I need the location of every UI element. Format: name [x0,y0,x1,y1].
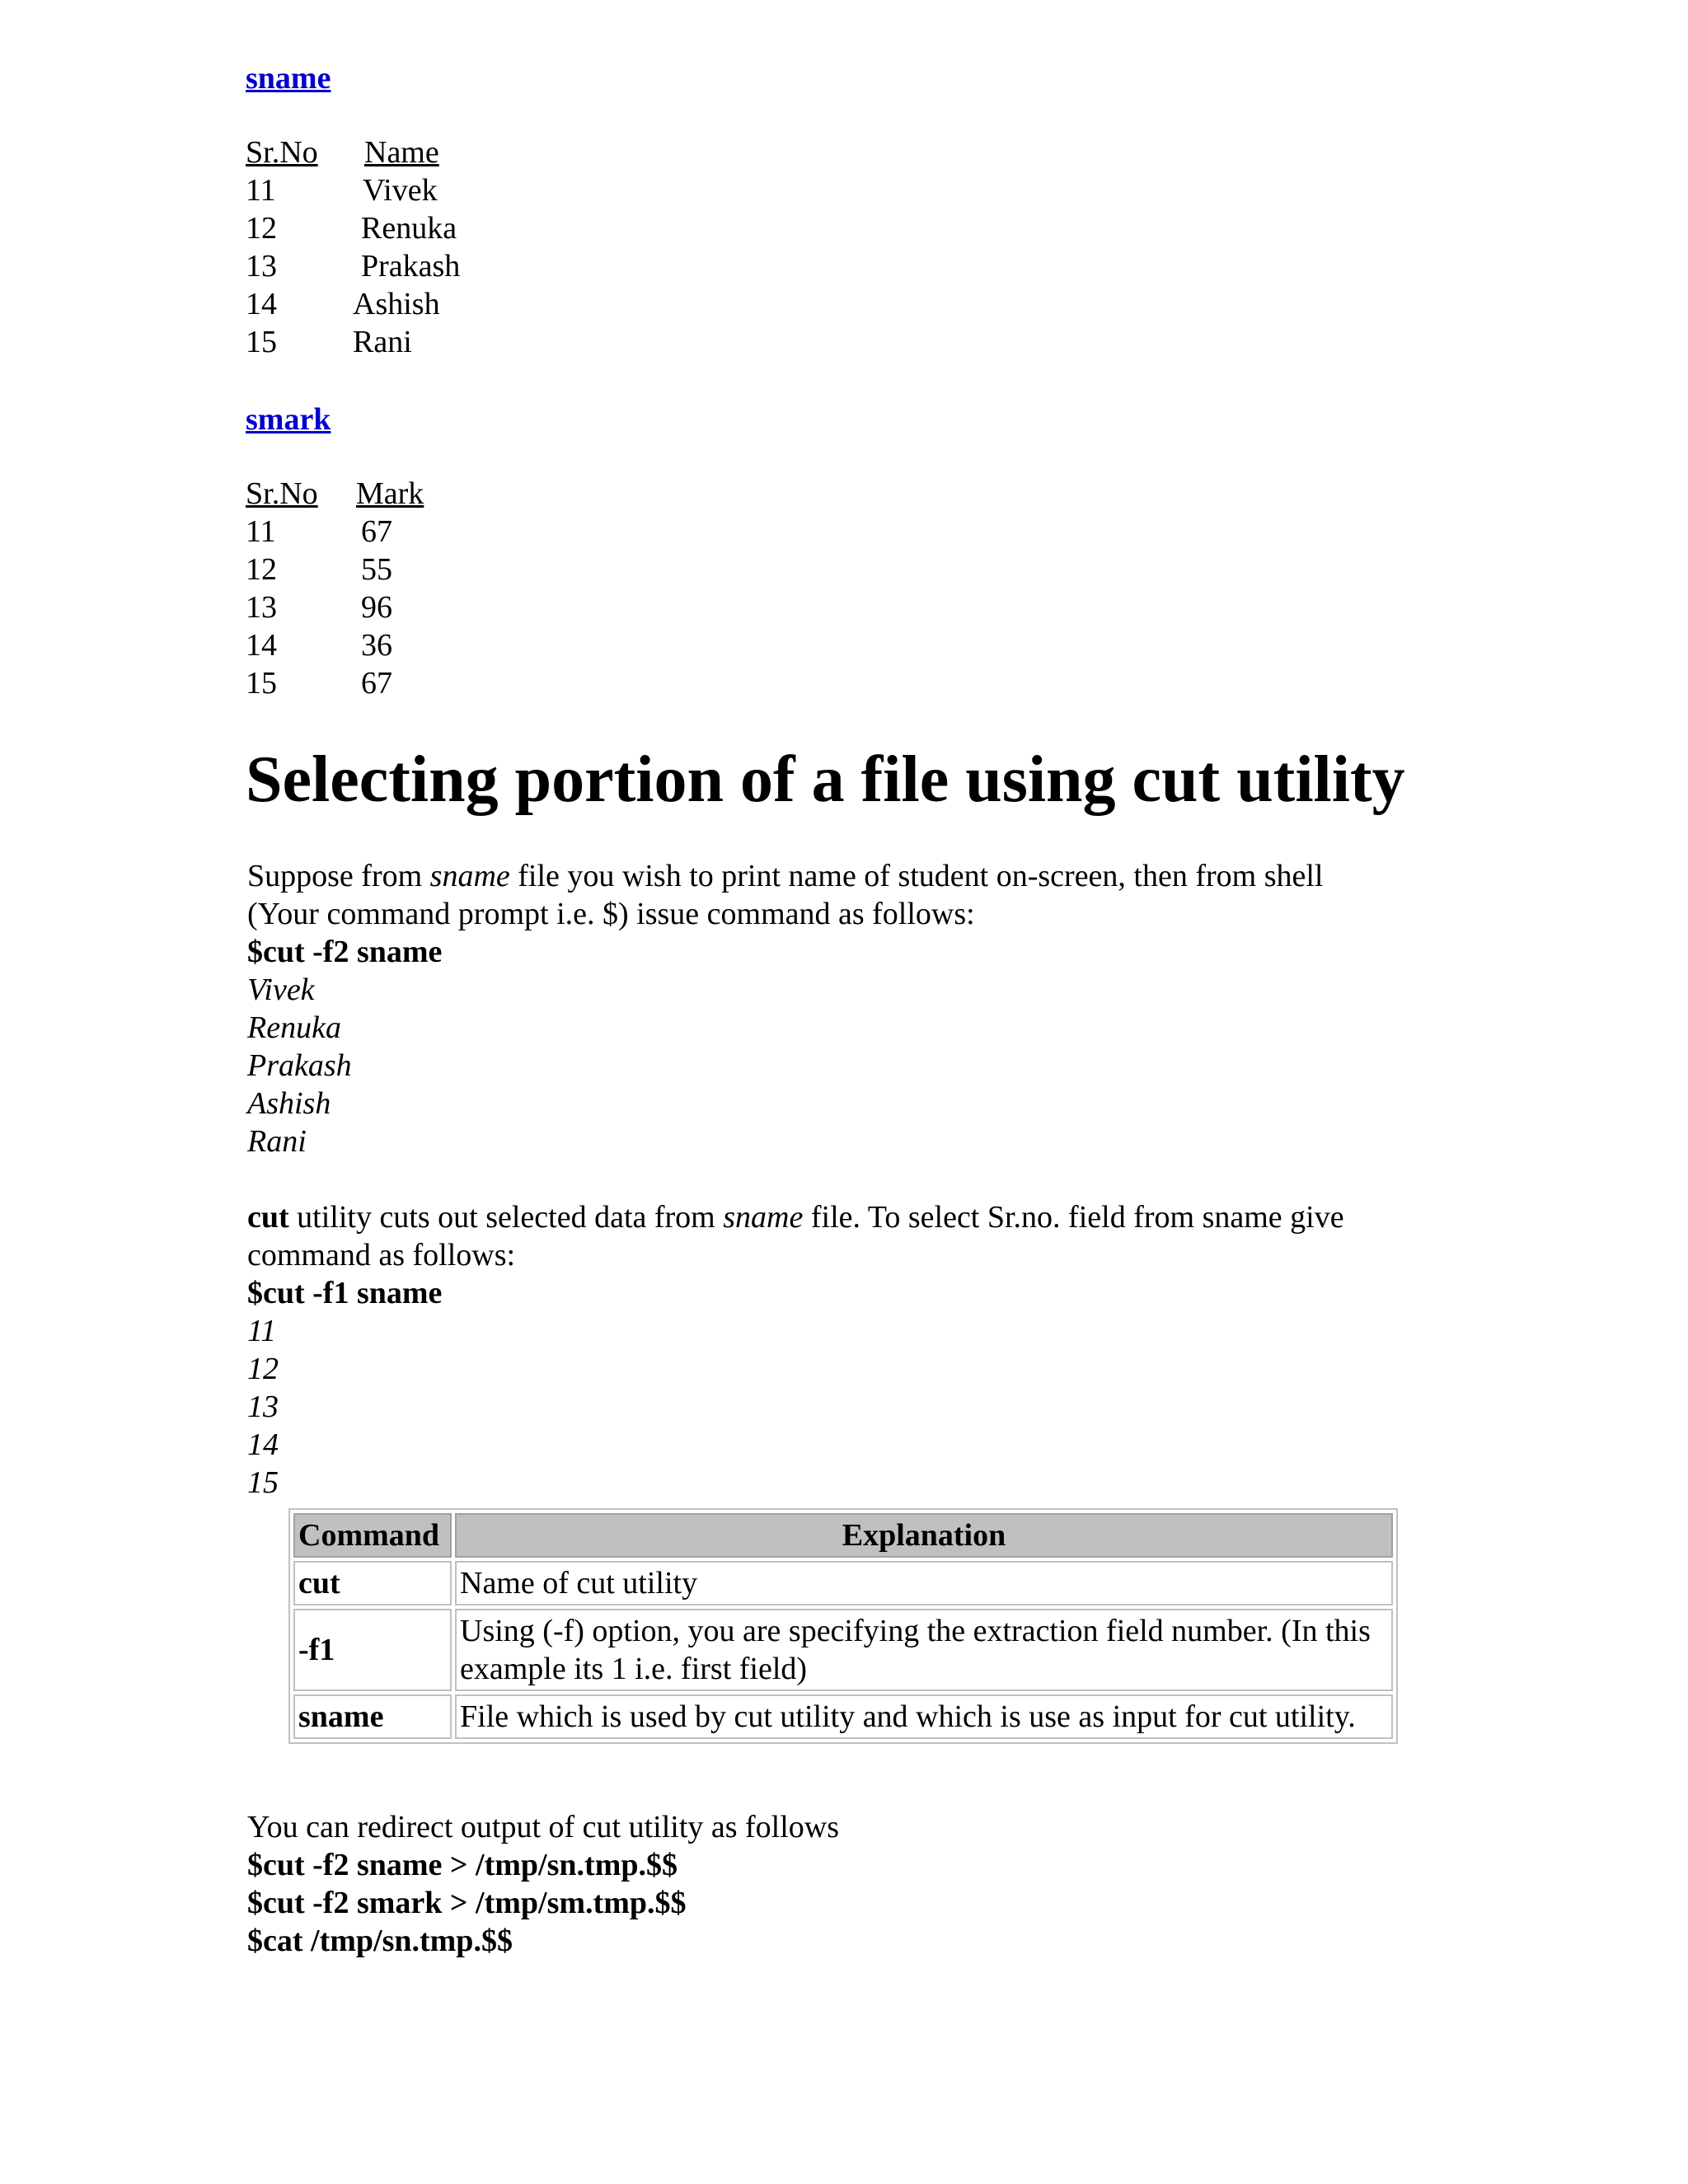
output-line: 14 [247,1427,279,1462]
smark-link[interactable]: smark [246,402,331,437]
output-line: Vivek [247,972,315,1007]
command-cut-f2: $cut -f2 sname [247,935,443,969]
output-line: Rani [247,1124,307,1159]
paragraph-cut-line-2: command as follows: [247,1238,516,1272]
sname-row-no: 15 [246,325,277,359]
command-explanation-table [288,1508,1398,1744]
smark-row-no: 14 [246,628,277,663]
text-run: file you wish to print name of student on-screen, then from shell [509,859,1324,893]
table-cell-command: sname [293,1694,452,1739]
output-line: Ashish [247,1086,331,1121]
sname-row-name: Prakash [361,249,461,284]
sname-row-no: 13 [246,249,277,284]
sname-row-name: Renuka [361,211,457,246]
sname-row-name: Rani [353,325,412,359]
sname-header-srno: Sr.No [246,135,318,170]
text-run: Suppose from [247,859,430,893]
smark-row-mark: 96 [361,590,392,625]
table-cell-command: cut [293,1561,452,1605]
paragraph-intro-line-2: (Your command prompt i.e. $) issue command as follows: [247,897,975,931]
redirect-command: $cat /tmp/sn.tmp.$$ [247,1924,513,1958]
redirect-command: $cut -f2 sname > /tmp/sn.tmp.$$ [247,1848,678,1882]
sname-link[interactable]: sname [246,61,331,96]
table-cell-explanation: Using (-f) option, you are specifying the extraction field number. (In this example its 1 i.e. first field) [455,1609,1393,1691]
smark-row-mark: 55 [361,552,392,587]
text-run-italic: sname [723,1200,804,1235]
text-run-bold: cut [247,1200,289,1235]
sname-row-no: 12 [246,211,277,246]
output-line: 12 [247,1352,279,1386]
table-header-row [293,1513,1393,1558]
smark-header-srno: Sr.No [246,476,318,511]
output-line: Prakash [247,1048,352,1083]
sname-row-no: 11 [246,173,276,208]
smark-row-mark: 67 [361,514,392,549]
table-cell-command: -f1 [293,1609,452,1691]
smark-row-no: 11 [246,514,276,549]
text-run: file. To select Sr.no. field from sname give [803,1200,1344,1235]
smark-row-no: 15 [246,666,277,701]
command-cut-f1: $cut -f1 sname [247,1276,443,1310]
redirect-intro: You can redirect output of cut utility as follows [247,1810,840,1844]
sname-row-name: Vivek [363,173,438,208]
table-cell-explanation: Name of cut utility [455,1561,1393,1605]
text-run: utility cuts out selected data from [288,1200,724,1235]
sname-header-name: Name [364,135,439,170]
smark-row-mark: 67 [361,666,392,701]
output-line: 15 [247,1465,279,1500]
output-line: 11 [247,1314,277,1348]
table-cell-explanation: File which is used by cut utility and which is use as input for cut utility. [455,1694,1393,1739]
sname-row-no: 14 [246,287,277,321]
table-header-command: Command [293,1513,452,1558]
smark-row-mark: 36 [361,628,392,663]
smark-header-mark: Mark [356,476,424,511]
output-line: 13 [247,1390,279,1424]
text-run-italic: sname [429,859,510,893]
table-row [293,1609,1393,1691]
redirect-command: $cut -f2 smark > /tmp/sm.tmp.$$ [247,1886,687,1920]
table-header-explanation: Explanation [455,1513,1393,1558]
smark-row-no: 12 [246,552,277,587]
smark-row-no: 13 [246,590,277,625]
paragraph-intro-line-1 [247,857,1324,895]
table-row [293,1694,1393,1739]
page-title: Selecting portion of a file using cut utility [246,743,1405,816]
table-row [293,1561,1393,1605]
paragraph-cut-line-1 [247,1198,1344,1236]
output-line: Renuka [247,1010,341,1045]
sname-row-name: Ashish [353,287,440,321]
